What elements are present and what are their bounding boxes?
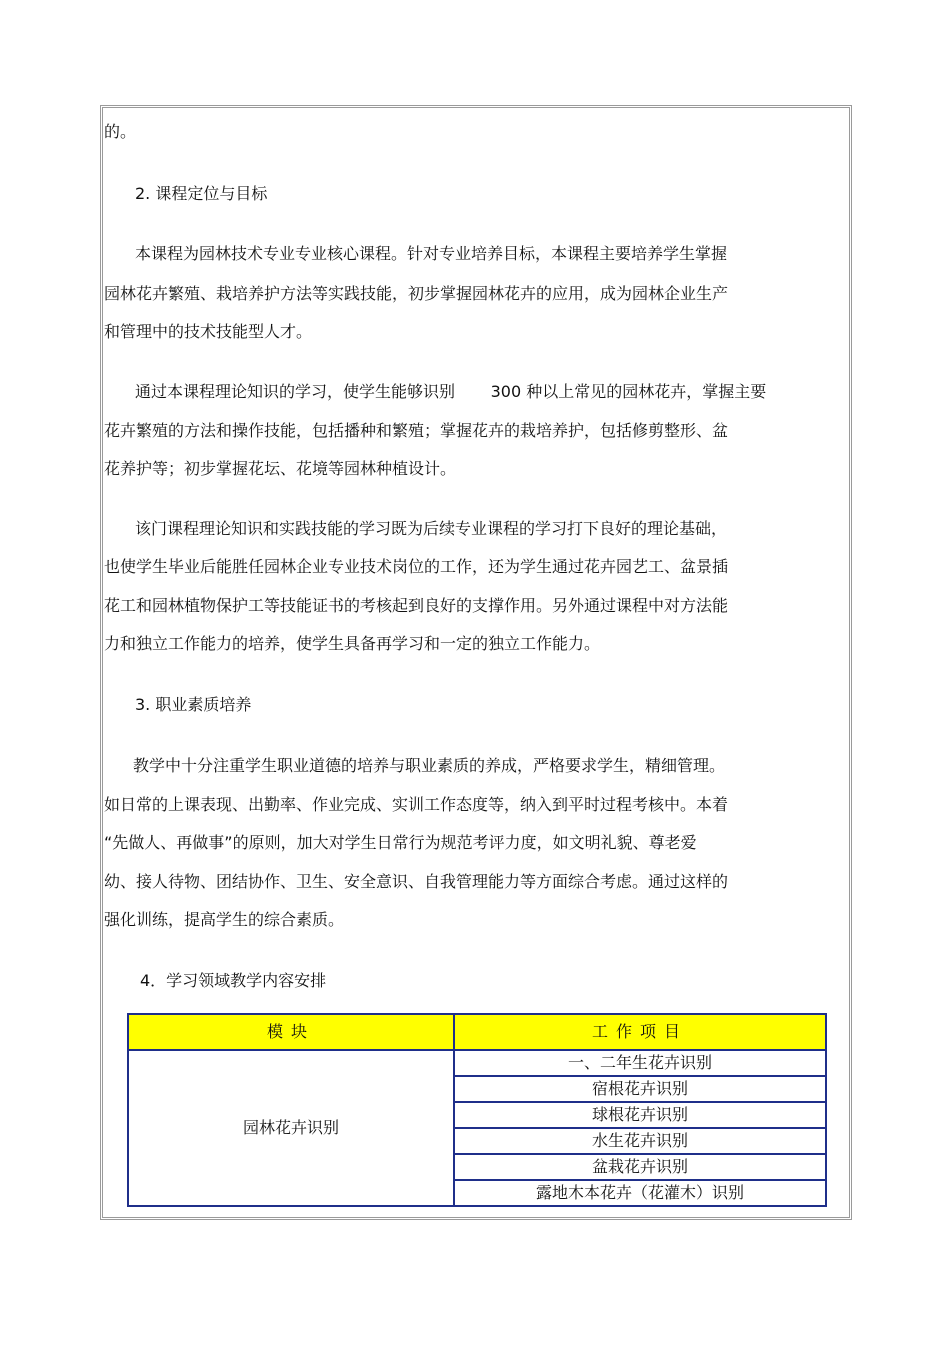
section-heading: 4．学习领域教学内容安排 — [140, 971, 327, 990]
work-item-cell: 水生花卉识别 — [454, 1128, 826, 1154]
table-header-row — [128, 1014, 826, 1050]
work-item-cell: 球根花卉识别 — [454, 1102, 826, 1128]
content-table — [127, 1013, 827, 1207]
work-item-cell: 盆栽花卉识别 — [454, 1154, 826, 1180]
work-item-cell: 宿根花卉识别 — [454, 1076, 826, 1102]
text-line: 的。 — [104, 122, 137, 141]
text-line: “先做人、再做事”的原则，加大对学生日常行为规范考评力度，如文明礼貌、尊老爱 — [104, 833, 697, 852]
module-cell: 园林花卉识别 — [128, 1050, 454, 1206]
header-module: 模块 — [128, 1014, 454, 1050]
text-line: 和管理中的技术技能型人才。 — [104, 322, 313, 341]
text-line: 力和独立工作能力的培养，使学生具备再学习和一定的独立工作能力。 — [104, 634, 601, 653]
text-line: 通过本课程理论知识的学习，使学生能够识别 300 种以上常见的园林花卉，掌握主要 — [135, 382, 767, 401]
text-line: 也使学生毕业后能胜任园林企业专业技术岗位的工作，还为学生通过花卉园艺工、盆景插 — [104, 557, 729, 576]
work-item-cell: 一、二年生花卉识别 — [454, 1050, 826, 1076]
text-line: 花养护等；初步掌握花坛、花境等园林种植设计。 — [104, 459, 457, 478]
header-work-items: 工作项目 — [454, 1014, 826, 1050]
text-line: 教学中十分注重学生职业道德的培养与职业素质的养成，严格要求学生，精细管理。 — [133, 756, 726, 775]
text-line: 该门课程理论知识和实践技能的学习既为后续专业课程的学习打下良好的理论基础， — [135, 519, 728, 538]
text-line: 幼、接人待物、团结协作、卫生、安全意识、自我管理能力等方面综合考虑。通过这样的 — [104, 872, 729, 891]
section-heading: 2. 课程定位与目标 — [135, 184, 268, 203]
table-row — [128, 1050, 826, 1076]
text-line: 园林花卉繁殖、栽培养护方法等实践技能，初步掌握园林花卉的应用，成为园林企业生产 — [104, 284, 729, 303]
text-line: 本课程为园林技术专业专业核心课程。针对专业培养目标，本课程主要培养学生掌握 — [135, 244, 728, 263]
text-line: 强化训练，提高学生的综合素质。 — [104, 910, 345, 929]
section-heading: 3. 职业素质培养 — [135, 695, 252, 714]
text-line: 如日常的上课表现、出勤率、作业完成、实训工作态度等，纳入到平时过程考核中。本着 — [104, 795, 729, 814]
text-line: 花工和园林植物保护工等技能证书的考核起到良好的支撑作用。另外通过课程中对方法能 — [104, 596, 729, 615]
work-item-cell: 露地木本花卉（花灌木）识别 — [454, 1180, 826, 1206]
text-line: 花卉繁殖的方法和操作技能，包括播种和繁殖；掌握花卉的栽培养护，包括修剪整形、盆 — [104, 421, 729, 440]
